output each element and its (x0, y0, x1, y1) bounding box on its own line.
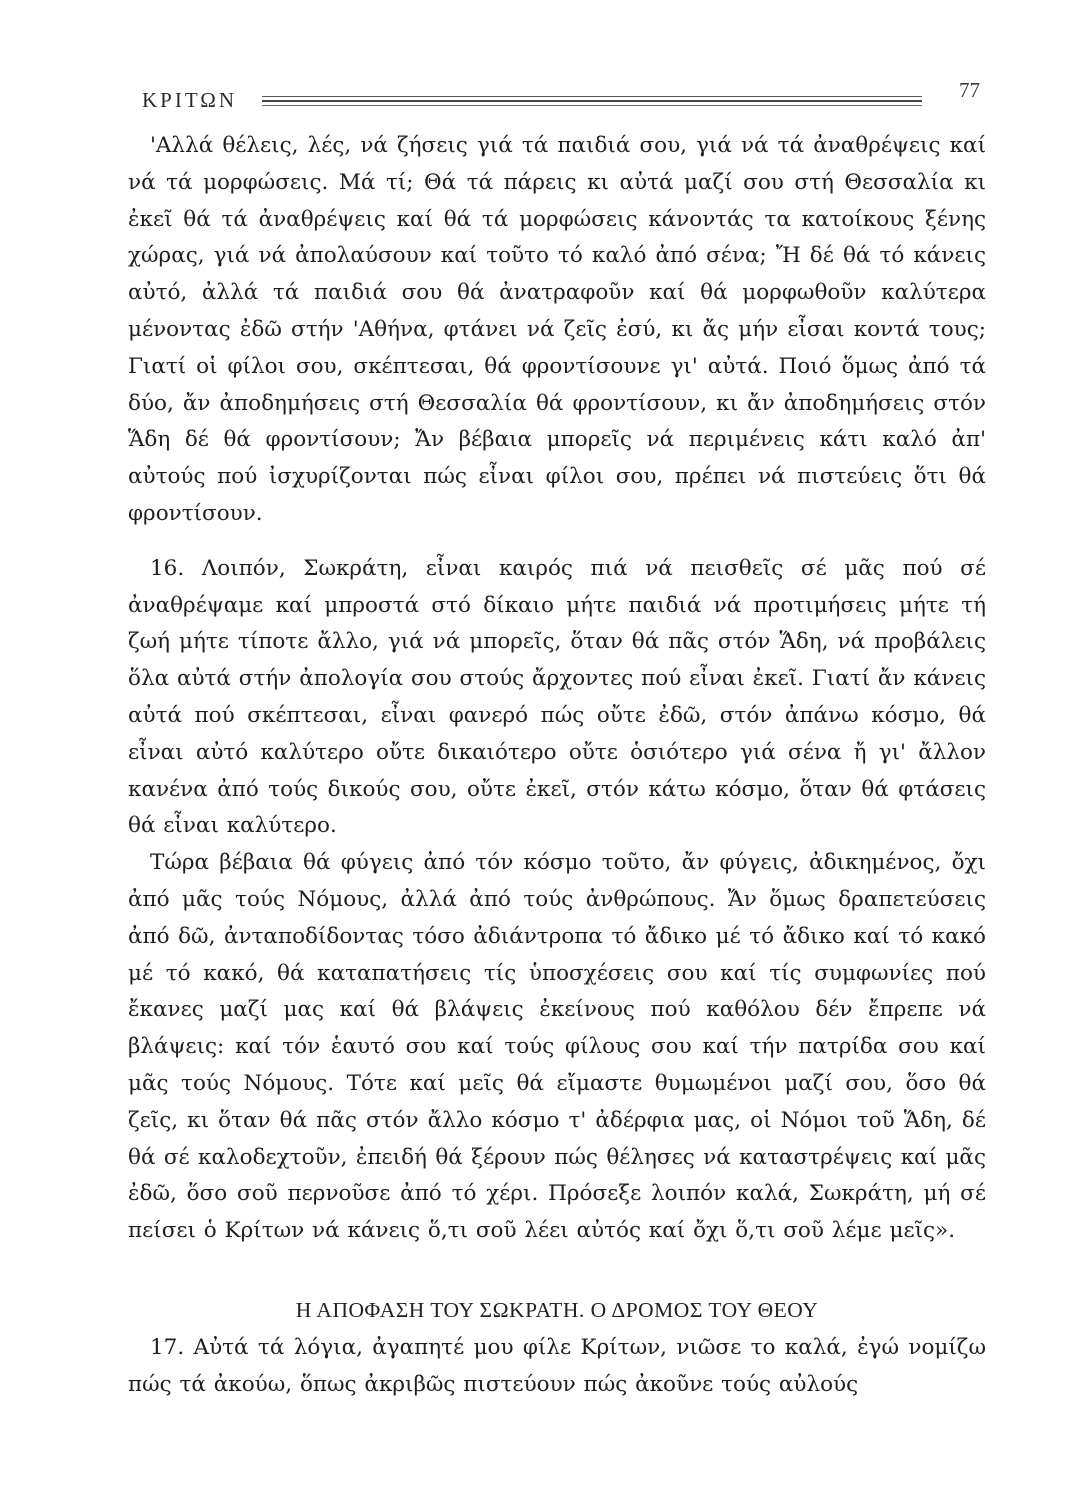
page-number: 77 (959, 78, 980, 102)
body-text-continued (128, 1330, 986, 1404)
section-heading: Η ΑΠΟΦΑΣΗ ΤΟΥ ΣΩΚΡΑΤΗ. Ο ΔΡΟΜΟΣ ΤΟΥ ΘΕΟΥ (295, 1298, 819, 1322)
header-rule (262, 100, 922, 102)
header-rule (262, 96, 922, 97)
paragraph: 'Αλλά θέλεις, λές, νά ζήσεις γιά τά παιδιά σου, γιά νά τά ἀναθρέψεις καί νά τά μορφώσεις. Μά τί; Θά τά πάρεις κι αὐτά μαζί σου στή Θεσσαλία κι ἐκεῖ θά τά ἀναθρέψεις καί θά τά μορφώσεις κάνοντάς τα κατοίκους ξένης χώρας, γιά νά ἀπολαύσουν καί τοῦτο τό καλό ἀπό σένα; Ἤ δέ θά τό κάνεις αὐτό, ἀλλά τά παιδιά σου θά ἀνατραφοῦν καί θά μορφωθοῦν καλύτερα μένοντας ἐδῶ στήν 'Αθήνα, φτάνει νά ζεῖς ἐσύ, κι ἄς μήν εἶσαι κοντά τους; Γιατί οἱ φίλοι σου, σκέπτεσαι, θά φροντίσουνε γι' αὐτά. Ποιό ὅμως ἀπό τά δύο, ἄν ἀποδημήσεις στή Θεσσαλία θά φροντίσουν, κι ἄν ἀποδημήσεις στόν Ἅδη δέ θά φροντίσουν; Ἄν βέβαια μπορεῖς νά περιμένεις κάτι καλό ἀπ' αὐτούς πού ἰσχυρίζονται πώς εἶναι φίλοι σου, πρέπει νά πιστεύεις ὅτι θά φροντίσουν. (128, 133, 986, 526)
body-text (128, 128, 986, 1250)
paragraph-16: 16. Λοιπόν, Σωκράτη, εἶναι καιρός πιά νά πεισθεῖς σέ μᾶς πού σέ ἀναθρέψαμε καί μπροστά στό δίκαιο μήτε παιδιά νά προτιμήσεις μήτε τή ζωή μήτε τίποτε ἄλλο, γιά νά μπορεῖς, ὅταν θά πᾶς στόν Ἅδη, νά προβάλεις ὅλα αὐτά στήν ἀπολογία σου στούς ἄρχοντες πού εἶναι ἐκεῖ. Γιατί ἄν κάνεις αὐτά πού σκέπτεσαι, εἶναι φανερό πώς οὔτε ἐδῶ, στόν ἀπάνω κόσμο, θά εἶναι αὐτό καλύτερο οὔτε δικαιότερο οὔτε ὁσιότερο γιά σένα ἤ γι' ἄλλον κανένα ἀπό τούς δικούς σου, οὔτε ἐκεῖ, στόν κάτω κόσμο, ὅταν θά φτάσεις θά εἶναι καλύτερο. (128, 555, 986, 839)
running-title: ΚΡΙΤΩΝ (142, 88, 238, 112)
paragraph-17: 17. Αὐτά τά λόγια, ἀγαπητέ μου φίλε Κρίτων, νιῶσε το καλά, ἐγώ νομίζω πώς τά ἀκούω, ὅπως ἀκριβῶς πιστεύουν πώς ἀκοῦνε τούς αὐλούς (128, 1335, 986, 1397)
header-rule (262, 105, 922, 106)
running-head (142, 78, 980, 116)
paragraph: Τώρα βέβαια θά φύγεις ἀπό τόν κόσμο τοῦτο, ἄν φύγεις, ἀδικημένος, ὄχι ἀπό μᾶς τούς Νόμους, ἀλλά ἀπό τούς ἀνθρώπους. Ἄν ὅμως δραπετεύσεις ἀπό δῶ, ἀνταποδίδοντας τόσο ἀδιάντροπα τό ἄδικο μέ τό ἄδικο καί τό κακό μέ τό κακό, θά καταπατήσεις τίς ὑποσχέσεις σου καί τίς συμφωνίες πού ἔκανες μαζί μας καί θά βλάψεις ἐκείνους πού καθόλου δέν ἔπρεπε νά βλάψεις: καί τόν ἑαυτό σου καί τούς φίλους σου καί τήν πατρίδα σου καί μᾶς τούς Νόμους. Τότε καί μεῖς θά εἴμαστε θυμωμένοι μαζί σου, ὅσο θά ζεῖς, κι ὅταν θά πᾶς στόν ἄλλο κόσμο τ' ἀδέρφια μας, οἱ Νόμοι τοῦ Ἅδη, δέ θά σέ καλοδεχτοῦν, ἐπειδή θά ξέρουν πώς θέλησες νά καταστρέψεις καί μᾶς ἐδῶ, ὅσο σοῦ περνοῦσε ἀπό τό χέρι. Πρόσεξε λοιπόν καλά, Σωκράτη, μή σέ πείσει ὁ Κρίτων νά κάνεις ὅ,τι σοῦ λέει αὐτός καί ὄχι ὅ,τι σοῦ λέμε μεῖς». (128, 850, 986, 1244)
